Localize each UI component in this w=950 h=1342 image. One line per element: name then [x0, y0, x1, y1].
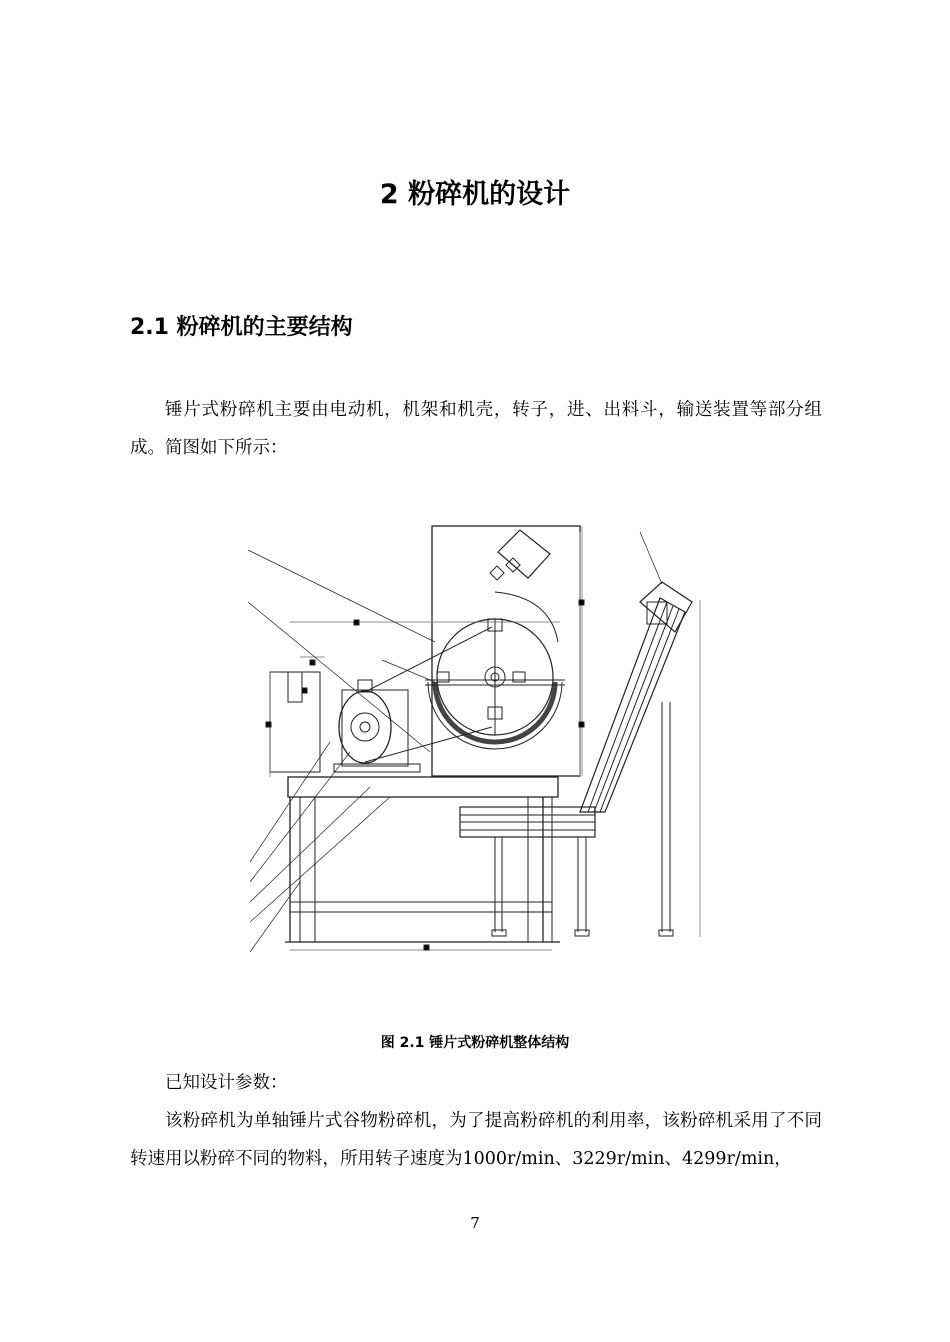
crusher-housing — [432, 526, 580, 776]
intro-paragraph: 锤片式粉碎机主要由电动机，机架和机壳，转子，进、出料斗，输送装置等部分组成。简图如下所示： — [130, 400, 822, 458]
feed-hopper — [498, 530, 550, 578]
crusher-structure-drawing — [230, 512, 720, 972]
motor — [339, 691, 391, 763]
conveyor-incline — [580, 598, 685, 812]
page-number: 7 — [470, 1214, 480, 1232]
design-paragraph: 该粉碎机为单轴锤片式谷物粉碎机，为了提高粉碎机的利用率，该粉碎机采用了不同转速用以粉碎不同的物料，所用转子速度为1000r/min、3229r/min、4299r/min， — [130, 1111, 822, 1169]
control-box — [270, 672, 320, 772]
chapter-title: 2 粉碎机的设计 — [379, 179, 571, 210]
known-params-label: 已知设计参数： — [165, 1073, 288, 1093]
figure-caption: 图 2.1 锤片式粉碎机整体结构 — [380, 1035, 570, 1051]
section-title: 2.1 粉碎机的主要结构 — [130, 315, 353, 340]
